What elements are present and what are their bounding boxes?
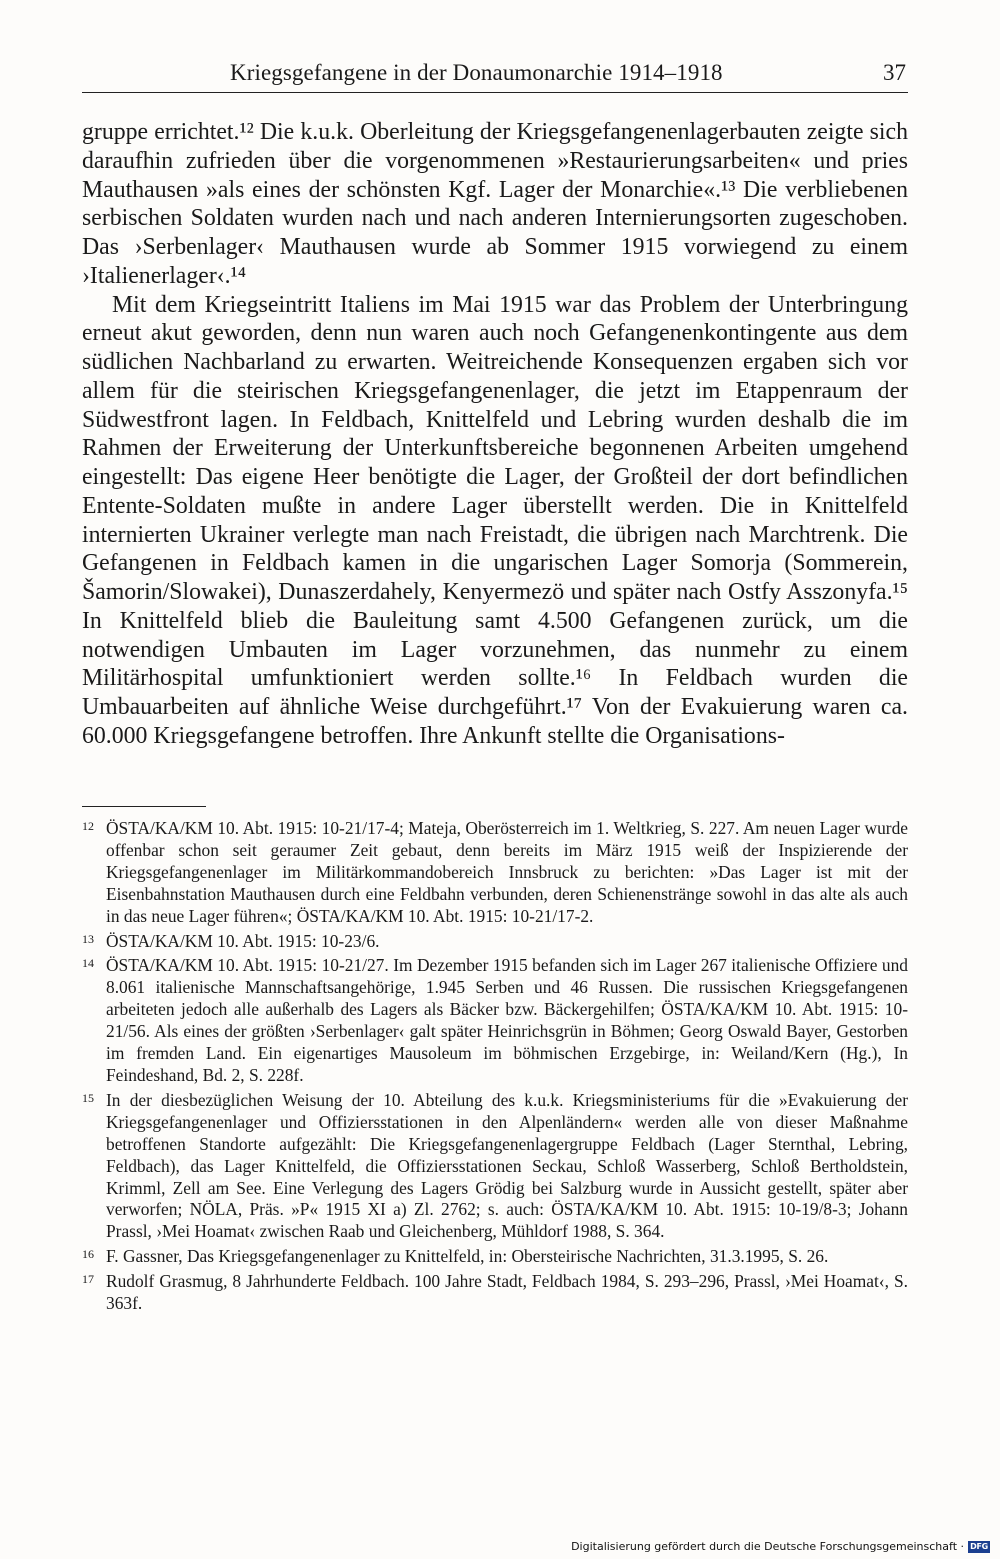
footnote	[82, 818, 908, 928]
footnote	[82, 1271, 908, 1315]
running-title: Kriegsgefangene in der Donaumonarchie 1914–1918	[230, 60, 723, 85]
paragraph: gruppe errichtet.¹² Die k.u.k. Oberleitung der Kriegsgefangenenlagerbauten zeigte sich daraufhin zufrieden über die vorgenommenen »Restaurierungsarbeiten« und pries Mauthausen »als eines der schönsten Kgf. Lager der Monarchie«.¹³ Die verbliebenen serbischen Soldaten wurden nach und nach anderen Internierungsorten zugeschoben. Das ›Serbenlager‹ Mauthausen wurde ab Sommer 1915 vorwiegend zu einem ›Italienerlager‹.¹⁴	[82, 119, 908, 289]
main-text	[82, 118, 908, 751]
footnote-number: 16	[82, 1247, 94, 1262]
footnote-number: 13	[82, 931, 94, 946]
footnote	[82, 1246, 908, 1268]
footnote-separator	[82, 806, 206, 807]
footnote-text: ÖSTA/KA/KM 10. Abt. 1915: 10-23/6.	[106, 930, 380, 951]
footnote-number: 15	[82, 1090, 94, 1105]
footnote	[82, 931, 908, 953]
footnote-number: 12	[82, 819, 94, 833]
imprint-text: Digitalisierung gefördert durch die Deutsche Forschungsgemeinschaft ·	[571, 1540, 964, 1553]
footnote-text: ÖSTA/KA/KM 10. Abt. 1915: 10-21/17-4; Mateja, Oberösterreich im 1. Weltkrieg, S. 227. Am neuen Lager wurde offenbar schon seit geraumer Zeit gebaut, denn bereits im März 1915 weiß der Inspizierende der Kriegsgefangenenlager im Militärkommandobereich Innsbruck zu berichten: »Das Lager ist mit der Eisenbahnstation Mauthausen durch eine Feldbahn verbunden, deren Schienenstränge sowohl in das alte als auch in das neue Lager führen«; ÖSTA/KA/KM 10. Abt. 1915: 10-21/17-2.	[106, 818, 908, 926]
footnote-text: Rudolf Grasmug, 8 Jahrhunderte Feldbach. 100 Jahre Stadt, Feldbach 1984, S. 293–296, Prassl, ›Mei Hoamat‹, S. 363f.	[106, 1271, 908, 1314]
footnote	[82, 955, 908, 1086]
footnote	[82, 1090, 908, 1243]
footnote-text: In der diesbezüglichen Weisung der 10. Abteilung des k.u.k. Kriegsministeriums für die »Evakuierung der Kriegsgefangenenlager und Offiziersstationen in den Alpenländern« werden alle von dieser Maßnahme betroffenen Standorte aufgezählt: Die Kriegsgefangenenlagergruppe Feldbach (Lager Sternthal, Lebring, Feldbach), das Lager Knittelfeld, die Offiziersstationen Seckau, Schloß Wasserberg, Schloß Bertholdstein, Krimml, Zell am See. Eine Verlegung des Lagers Grödig bei Salzburg wurde in Aussicht gestellt, später aber verworfen; NÖLA, Präs. »P« 1915 XI a) Zl. 2762; s. auch: ÖSTA/KA/KM 10. Abt. 1915: 10-19/8-3; Johann Prassl, ›Mei Hoamat‹ zwischen Raab und Gleichenberg, Mühldorf 1988, S. 364.	[106, 1089, 908, 1242]
footnote-text: F. Gassner, Das Kriegsgefangenenlager zu Knittelfeld, in: Obersteirische Nachrichten, 31.3.1995, S. 26.	[106, 1246, 829, 1267]
footnote-number: 14	[82, 956, 94, 971]
running-header	[82, 58, 908, 93]
footnotes	[82, 818, 908, 1318]
dfg-logo: DFG	[968, 1541, 990, 1553]
paragraph: Mit dem Kriegseintritt Italiens im Mai 1915 war das Problem der Unterbringung erneut akut geworden, denn nun waren auch noch Gefangenenkontingente aus dem südlichen Nachbarland zu erwarten. Weitreichende Konsequenzen ergaben sich vor allem für die steirischen Kriegsgefangenenlager, die jetzt im Etappenraum der Südwestfront lagen. In Feldbach, Knittelfeld und Lebring wurden deshalb die im Rahmen der Erweiterung der Unterkunftsbereiche begonnenen Arbeiten umgehend eingestellt: Das eigene Heer benötigte die Lager, der Großteil der dort befindlichen Entente-Soldaten mußte in andere Lager überstellt werden. Die in Knittelfeld internierten Ukrainer verlegte man nach Freistadt, die übrigen nach Marchtrenk. Die Gefangenen in Feldbach kamen in die ungarischen Lager Somorja (Sommerein, Šamorin/Slowakei), Dunaszerdahely, Kenyermezö und später nach Ostfy Asszonyfa.¹⁵ In Knittelfeld blieb die Bauleitung samt 4.500 Gefangenen zurück, um die notwendigen Umbauten im Lager vorzunehmen, das nunmehr zu einem Militärhospital umfunktioniert werden sollte.¹⁶ In Feldbach wurden die Umbauarbeiten auf ähnliche Weise durchgeführt.¹⁷ Von der Evakuierung waren ca. 60.000 Kriegsgefangene betroffen. Ihre Ankunft stellte die Organisations-	[82, 291, 908, 749]
footnote-text: ÖSTA/KA/KM 10. Abt. 1915: 10-21/27. Im Dezember 1915 befanden sich im Lager 267 italienische Offiziere und 8.061 italienische Mannschaftsangehörige, 1.945 Serben und 46 Russen. Die russischen Kriegsgefangenen arbeiteten jedoch alle außerhalb des Lagers als Bäcker bzw. Bäckergehilfen; ÖSTA/KA/KM 10. Abt. 1915: 10-21/56. Als eines der größten ›Serbenlager‹ galt später Heinrichsgrün in Böhmen; Georg Oswald Bayer, Gestorben im fremden Land. Ein eigenartiges Mausoleum im böhmischen Erzgebirge, in: Weiland/Kern (Hg.), In Feindeshand, Bd. 2, S. 228f.	[106, 955, 908, 1085]
page-number: 37	[883, 60, 906, 85]
footnote-number: 17	[82, 1272, 94, 1287]
digitization-imprint	[571, 1540, 990, 1553]
